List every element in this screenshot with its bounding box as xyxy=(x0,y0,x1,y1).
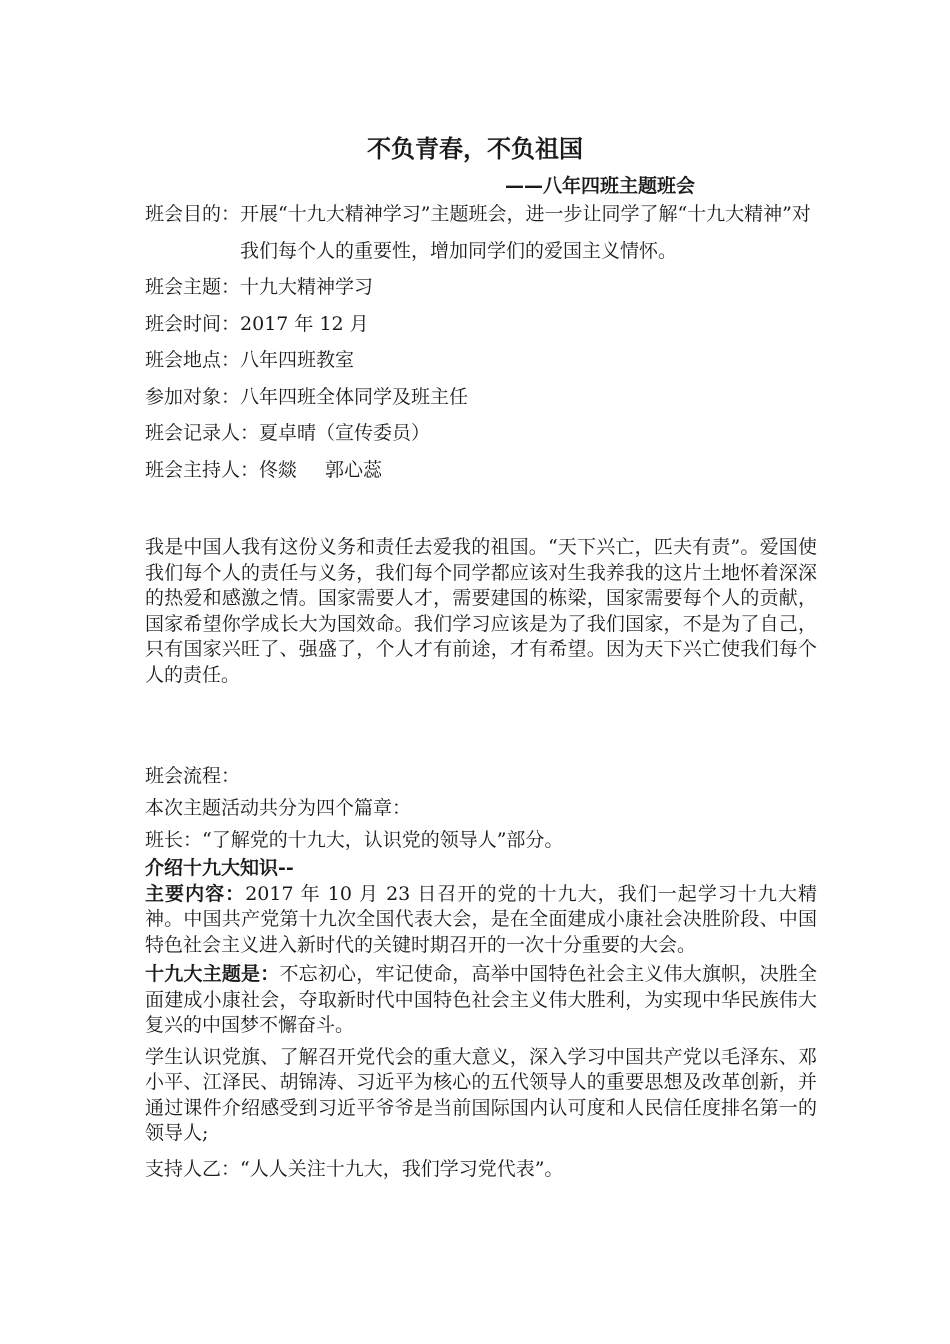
intro-paragraph: 我是中国人我有这份义务和责任去爱我的祖国。“天下兴亡，匹夫有责”。爱国使我们每个人的责任与义务，我们每个同学都应该对生我养我的这片土地怀着深深的热爱和感激之情。国家需要人才，需要建国的栋梁，国家需要每个人的贡献，国家希望你学成长大为国效命。我们学习应该是为了我们国家，不是为了自己，只有国家兴旺了、强盛了，个人才有前途，才有希望。因为天下兴亡使我们每个人的责任。 xyxy=(145,536,817,686)
info-label: 班会记录人： xyxy=(145,422,260,444)
section-title: 介绍十九大知识-- xyxy=(145,857,294,879)
main-content-text: 2017 年 10 月 23 日召开的党的十九大，我们一起学习十九大精神。中国共产党第十九次全国代表大会，是在全面建成小康社会决胜阶段、中国特色社会主义进入新时代的关键时期召开的一次十分重要的大会。 xyxy=(145,882,817,956)
info-label: 参加对象： xyxy=(145,385,241,408)
info-value: 十九大精神学习 xyxy=(240,276,374,298)
host-name: 郭心蕊 xyxy=(325,458,383,481)
info-value: 八年四班教室 xyxy=(240,349,355,371)
info-label: 班会时间： xyxy=(145,312,241,335)
theme-paragraph xyxy=(145,962,817,1039)
flow-monitor: 班长：“了解党的十九大，认识党的领导人”部分。 xyxy=(145,829,564,851)
meeting-info xyxy=(145,196,825,488)
main-content-paragraph xyxy=(145,882,817,959)
meeting-flow xyxy=(145,760,817,1185)
flow-chapters: 本次主题活动共分为四个篇章： xyxy=(145,797,412,819)
info-row-theme xyxy=(145,269,825,306)
document-title: 不负青春，不负祖国 xyxy=(367,135,583,163)
host-b-line: 支持人乙：“人人关注十九大，我们学习党代表”。 xyxy=(145,1157,564,1180)
info-row-recorder xyxy=(145,415,825,452)
info-label: 班会主题： xyxy=(145,276,241,298)
info-value: 夏卓晴（宣传委员） xyxy=(259,422,431,444)
info-value: 开展“十九大精神学习”主题班会，进一步让同学了解“十九大精神”对我们每个人的重要性，增加同学们的爱国主义情怀。 xyxy=(240,203,811,262)
theme-label: 十九大主题是： xyxy=(145,963,280,985)
info-label: 班会地点： xyxy=(145,349,241,371)
info-value-hosts xyxy=(259,452,825,489)
flow-heading: 班会流程： xyxy=(145,765,241,787)
info-row-time xyxy=(145,306,825,343)
main-content-label: 主要内容： xyxy=(145,882,246,905)
info-row-hosts xyxy=(145,452,825,489)
theme-text: 不忘初心，牢记使命，高举中国特色社会主义伟大旗帜，决胜全面建成小康社会，夺取新时代中国特色社会主义伟大胜利，为实现中华民族伟大复兴的中国梦不懈奋斗。 xyxy=(145,963,817,1036)
info-label: 班会目的： xyxy=(145,203,241,225)
info-row-participants xyxy=(145,379,825,416)
info-value: 2017 年 12 月 xyxy=(240,312,369,335)
info-row-location xyxy=(145,342,825,379)
info-label: 班会主持人： xyxy=(145,458,260,481)
document-subtitle: ——八年四班主题班会 xyxy=(505,175,696,197)
info-value: 八年四班全体同学及班主任 xyxy=(240,385,469,408)
host-name: 佟燚 xyxy=(259,458,298,481)
students-paragraph: 学生认识党旗、了解召开党代会的重大意义，深入学习中国共产党以毛泽东、邓小平、江泽民、胡锦涛、习近平为核心的五代领导人的重要思想及改革创新，并通过课件介绍感受到习近平爷爷是当前国际国内认可度和人民信任度排名第一的领导人; xyxy=(145,1045,817,1144)
info-row-purpose xyxy=(145,196,825,269)
